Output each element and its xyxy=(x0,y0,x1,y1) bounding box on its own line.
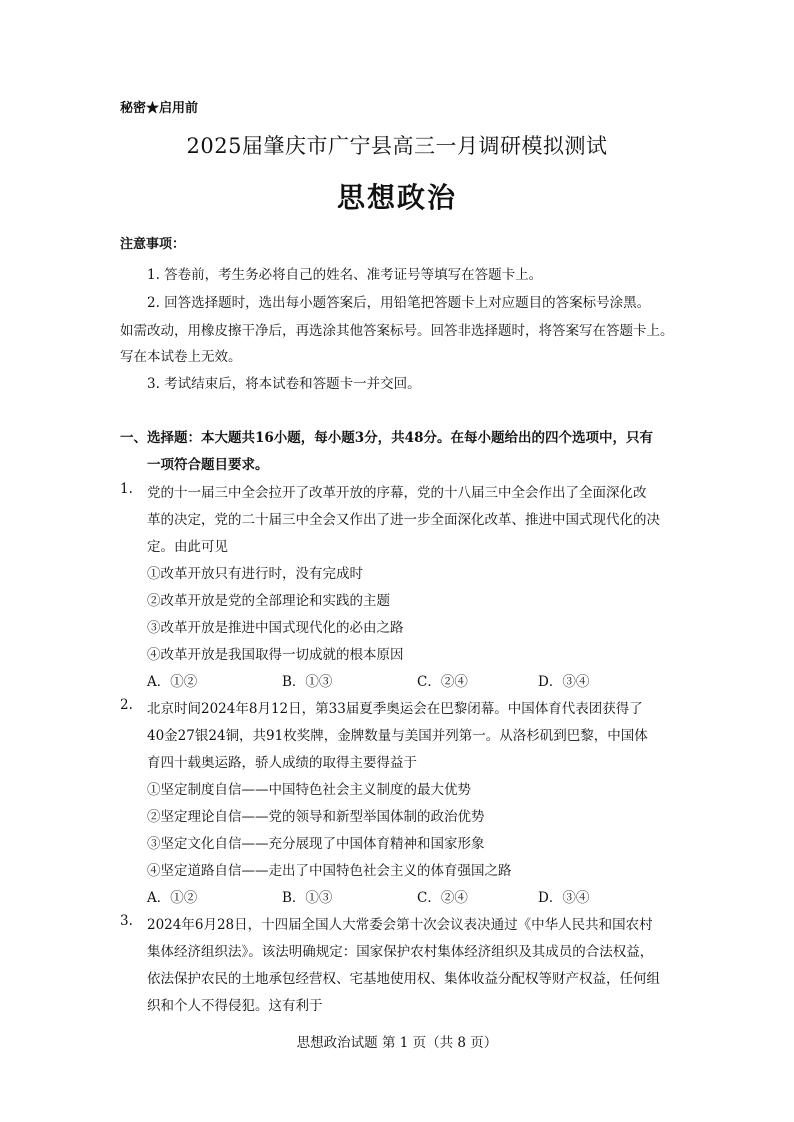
note-line: 写在本试卷上无效。 xyxy=(120,349,242,365)
option-b[interactable]: B．①③ xyxy=(282,674,333,690)
option-a[interactable]: A．①② xyxy=(147,674,198,690)
question-number: 2. xyxy=(120,697,133,713)
statement-item: ①坚定制度自信——中国特色社会主义制度的最大优势 xyxy=(147,782,471,798)
statement-item: ③坚定文化自信——充分展现了中国体育精神和国家形象 xyxy=(147,836,485,852)
statement-item: ①改革开放只有进行时，没有完成时 xyxy=(147,566,363,582)
page-footer: 思想政治试题 第 1 页（共 8 页） xyxy=(296,1035,498,1051)
question-text: 40金27银24铜，共91枚奖牌，金牌数量与美国并列第一。从洛杉矶到巴黎，中国体 xyxy=(147,728,648,744)
question-number: 3. xyxy=(120,913,133,929)
question-text: 党的十一届三中全会拉开了改革开放的序幕，党的十八届三中全会作出了全面深化改 xyxy=(147,485,647,501)
question-text: 集体经济组织法》。该法明确规定：国家保护农村集体经济组织及其成员的合法权益， xyxy=(147,944,654,960)
statement-item: ②坚定理论自信——党的领导和新型举国体制的政治优势 xyxy=(147,809,485,825)
question-number: 1. xyxy=(120,481,133,497)
statement-item: ④坚定道路自信——走出了中国特色社会主义的体育强国之路 xyxy=(147,863,512,879)
question-text: 织和个人不得侵犯。这有利于 xyxy=(147,998,323,1014)
option-b[interactable]: B．①③ xyxy=(282,890,333,906)
option-c[interactable]: C．②④ xyxy=(417,890,468,906)
note-line: 如需改动，用橡皮擦干净后，再选涂其他答案标号。回答非选择题时，将答案写在答题卡上。 xyxy=(120,323,674,339)
option-a[interactable]: A．①② xyxy=(147,890,198,906)
question-text: 育四十载奥运路，骄人成绩的取得主要得益于 xyxy=(147,755,417,771)
question-text: 2024年6月28日，十四届全国人大常委会第十次会议表决通过《中华人民共和国农村 xyxy=(147,917,653,933)
question-text: 定。由此可见 xyxy=(147,539,228,555)
statement-item: ②改革开放是党的全部理论和实践的主题 xyxy=(147,593,390,609)
section-heading: 一、选择题：本大题共16小题，每小题3分，共48分。在每小题给出的四个选项中，只有 xyxy=(120,430,653,446)
statement-item: ④改革开放是我国取得一切成就的根本原因 xyxy=(147,647,404,663)
option-d[interactable]: D．③④ xyxy=(538,674,590,690)
question-text: 北京时间2024年8月12日，第33届夏季奥运会在巴黎闭幕。中国体育代表团获得了 xyxy=(147,701,643,717)
notes-heading: 注意事项： xyxy=(120,237,186,252)
section-heading-cont: 一项符合题目要求。 xyxy=(147,457,269,473)
question-text: 依法保护农民的土地承包经营权、宅基地使用权、集体收益分配权等财产权益，任何组 xyxy=(147,971,660,987)
note-line: 3. 考试结束后，将本试卷和答题卡一并交回。 xyxy=(147,376,421,392)
option-d[interactable]: D．③④ xyxy=(538,890,590,906)
exam-title: 2025届肇庆市广宁县高三一月调研模拟测试 xyxy=(186,134,608,158)
note-line: 1. 答卷前，考生务必将自己的姓名、准考证号等填写在答题卡上。 xyxy=(147,267,543,283)
note-line: 2. 回答选择题时，选出每小题答案后，用铅笔把答题卡上对应题目的答案标号涂黑。 xyxy=(147,295,651,311)
statement-item: ③改革开放是推进中国式现代化的必由之路 xyxy=(147,620,404,636)
subject-title: 思想政治 xyxy=(336,181,457,214)
question-text: 革的决定，党的二十届三中全会又作出了进一步全面深化改革、推进中国式现代化的决 xyxy=(147,512,660,528)
option-c[interactable]: C．②④ xyxy=(417,674,468,690)
confidential-label: 秘密★启用前 xyxy=(120,101,199,116)
